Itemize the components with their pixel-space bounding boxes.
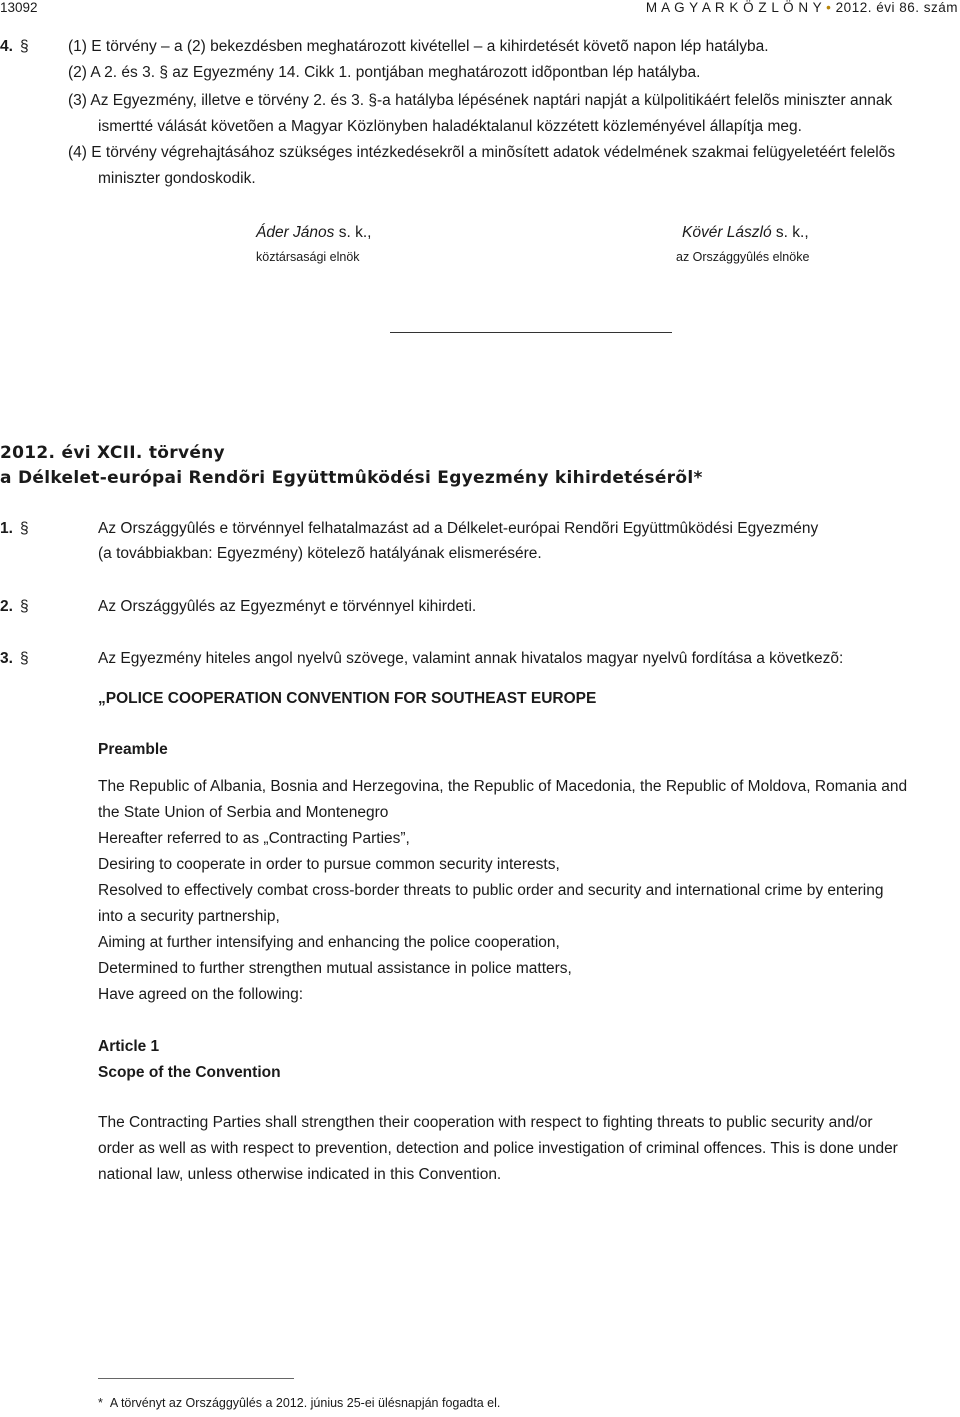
preamble-line: Determined to further strengthen mutual assistance in police matters,	[98, 960, 572, 977]
paragraph-3-line-1: (3) Az Egyezmény, illetve e törvény 2. és 3. §-a hatályba lépésének naptári napját a külpolitikáért felelõs miniszter annak	[68, 92, 893, 109]
journal-name: M A G Y A R K Ö Z L Ö N Y	[645, 0, 822, 15]
preamble-line: Resolved to effectively combat cross-border threats to public order and security and international crime by entering	[98, 882, 884, 899]
article-1-line: The Contracting Parties shall strengthen their cooperation with respect to fighting threats to public security and/or	[98, 1114, 873, 1131]
law-title: 2012. évi XCII. törvény	[0, 443, 225, 463]
preamble-line: The Republic of Albania, Bosnia and Herzegovina, the Republic of Macedonia, the Republic of Moldova, Romania and	[98, 778, 908, 795]
signature-title-president: köztársasági elnök	[256, 250, 360, 264]
paragraph-1: (1) E törvény – a (2) bekezdésben meghatározott kivétellel – a kihirdetését követõ napon lép hatályba.	[68, 38, 769, 55]
signature-suffix: s. k.,	[771, 224, 809, 241]
section-3-number: 3.	[0, 650, 13, 667]
section-1-number: 1.	[0, 520, 13, 537]
law-subtitle: a Délkelet-európai Rendõri Együttmûködési Egyezmény kihirdetésérõl*	[0, 468, 703, 488]
section-1-symbol: §	[20, 520, 29, 537]
signature-speaker	[682, 224, 809, 242]
section-2-number: 2.	[0, 598, 13, 615]
preamble-line: into a security partnership,	[98, 908, 280, 925]
paragraph-3-line-2: ismertté válását követõen a Magyar Közlönyben haladéktalanul közzétett közleményével állapítja meg.	[98, 118, 802, 135]
separator-rule	[390, 332, 672, 333]
footnote-rule	[98, 1378, 294, 1379]
paragraph-2: (2) A 2. és 3. § az Egyezmény 14. Cikk 1. pontjában meghatározott idõpontban lép hatályba.	[68, 64, 701, 81]
section-3-text: Az Egyezmény hiteles angol nyelvû szövege, valamint annak hivatalos magyar nyelvû fordítása a következõ:	[98, 650, 844, 667]
section-2-text: Az Országgyûlés az Egyezményt e törvénnyel kihirdeti.	[98, 598, 477, 615]
signature-title-speaker: az Országgyûlés elnöke	[676, 250, 810, 264]
section-1-line-1: Az Országgyûlés e törvénnyel felhatalmazást ad a Délkelet-európai Rendõri Együttmûködési Egyezmény	[98, 520, 819, 537]
article-1-subheading: Scope of the Convention	[98, 1064, 281, 1081]
paragraph-4-line-1: (4) E törvény végrehajtásához szükséges intézkedésekrõl a minõsített adatok védelmének szakmai felügyeletéért felelõs	[68, 144, 896, 161]
preamble-line: Aiming at further intensifying and enhancing the police cooperation,	[98, 934, 560, 951]
signature-name: Áder János	[256, 224, 335, 241]
footnote-marker: *	[98, 1396, 103, 1410]
article-1-heading: Article 1	[98, 1038, 160, 1055]
preamble-line: Desiring to cooperate in order to pursue common security interests,	[98, 856, 560, 873]
header-bullet: •	[826, 0, 832, 15]
convention-title: „POLICE COOPERATION CONVENTION FOR SOUTHEAST EUROPE	[98, 690, 597, 707]
footnote	[98, 1396, 500, 1410]
section-4-symbol: §	[20, 38, 29, 55]
preamble-line: Have agreed on the following:	[98, 986, 304, 1003]
section-4-number: 4.	[0, 38, 13, 55]
running-header	[646, 0, 958, 15]
preamble-heading: Preamble	[98, 741, 168, 758]
article-1-line: national law, unless otherwise indicated in this Convention.	[98, 1166, 502, 1183]
paragraph-4-line-2: miniszter gondoskodik.	[98, 170, 256, 187]
article-1-line: order as well as with respect to prevention, detection and police investigation of criminal offences. This is done under	[98, 1140, 898, 1157]
footnote-text: A törvényt az Országgyûlés a 2012. június 25-ei ülésnapján fogadta el.	[109, 1396, 501, 1410]
section-1-line-2: (a továbbiakban: Egyezmény) kötelezõ hatályának elismerésére.	[98, 545, 542, 562]
signature-name: Kövér László	[682, 224, 772, 241]
section-2-symbol: §	[20, 598, 29, 615]
preamble-line: Hereafter referred to as „Contracting Parties”,	[98, 830, 410, 847]
section-3-symbol: §	[20, 650, 29, 667]
preamble-line: the State Union of Serbia and Montenegro	[98, 804, 389, 821]
issue-label: 2012. évi 86. szám	[835, 0, 958, 15]
signature-president	[256, 224, 371, 242]
page-number: 13092	[0, 0, 38, 15]
signature-suffix: s. k.,	[334, 224, 372, 241]
